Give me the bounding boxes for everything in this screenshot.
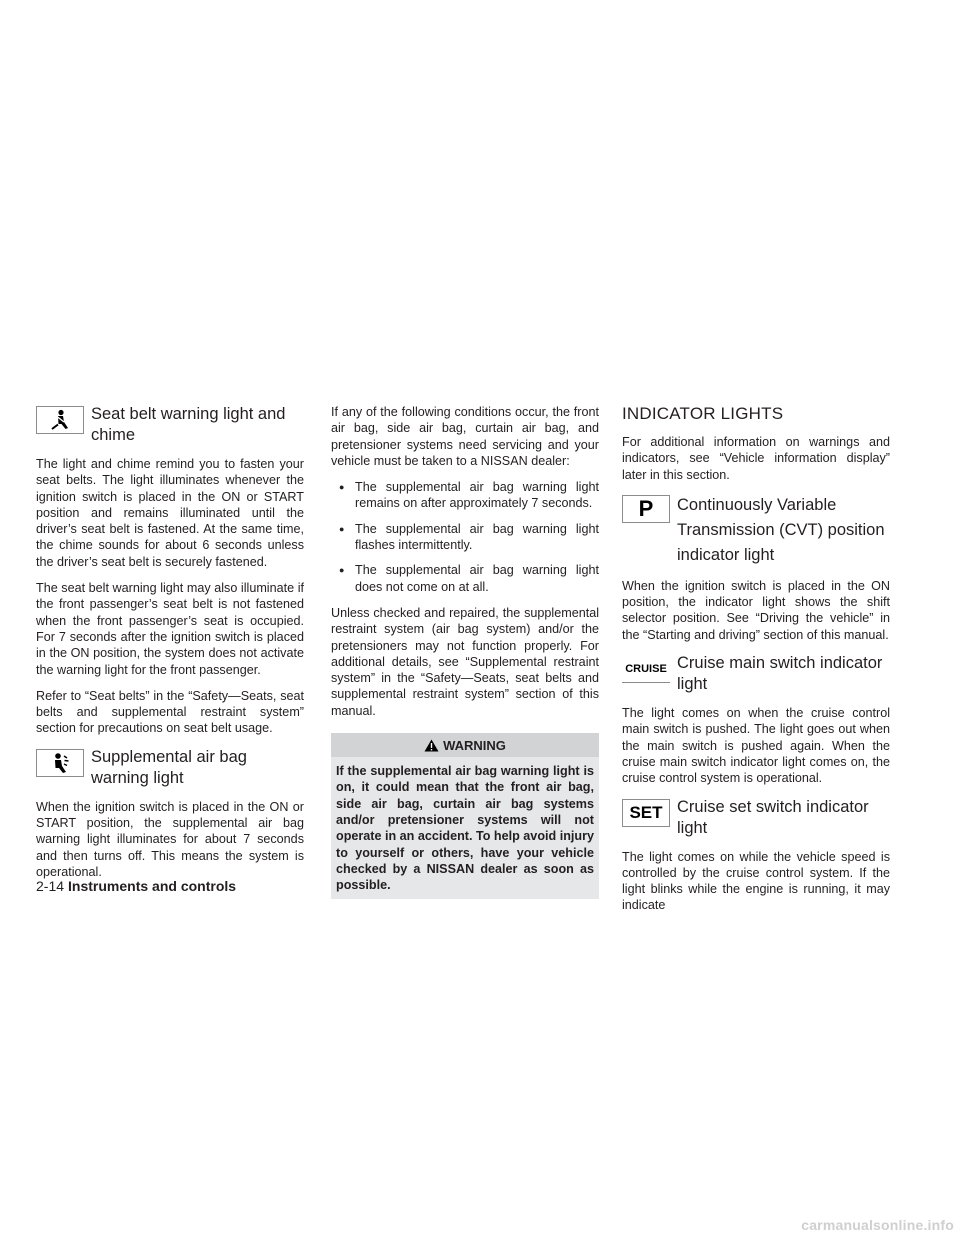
warning-triangle-icon — [424, 739, 439, 752]
cvt-icon-text: P — [638, 495, 654, 521]
list-item: ● The supplemental air bag warning light flashes intermittently. — [331, 521, 599, 554]
column-right — [622, 404, 890, 924]
seatbelt-warning-icon — [36, 406, 84, 434]
cvt-subhead — [622, 493, 890, 568]
cruise-paragraph: The light comes on when the cruise control main switch is pushed. The light goes out when the main switch is pushed again. When the cruise main switch indicator light comes on, the cruise control system is operational. — [622, 706, 890, 786]
set-paragraph: The light comes on while the vehicle speed is controlled by the cruise control system. If the light blinks while the engine is running, it may indicate — [622, 849, 890, 913]
list-item: ● The supplemental air bag warning light does not come on at all. — [331, 562, 599, 595]
cruise-icon-text: CRUISE — [625, 662, 667, 675]
cvt-paragraph: When the ignition switch is placed in the ON position, the indicator light shows the shift selector position. See “Driving the vehicle” in the “Starting and driving” section of this manual. — [622, 578, 890, 642]
cvt-title: Continuously Variable Transmission (CVT) position indicator light — [677, 495, 885, 564]
set-icon-text: SET — [629, 802, 663, 822]
watermark: carmanualsonline.info — [801, 1217, 954, 1233]
indicator-intro: For additional information on warnings and indicators, see “Vehicle information display” later in this section. — [622, 435, 890, 482]
page-footer — [36, 878, 236, 894]
conditions-intro: If any of the following conditions occur, the front air bag, side air bag, curtain air bag, and pretensioner systems need servicing and your vehicle must be taken to a NISSAN dealer: — [331, 405, 599, 468]
cruise-subhead — [622, 653, 890, 695]
airbag-title: Supplemental air bag warning light — [91, 747, 247, 787]
set-title: Cruise set switch indicator light — [677, 797, 869, 837]
warning-box — [331, 733, 599, 899]
column-middle — [331, 404, 599, 899]
airbag-paragraph-1: When the ignition switch is placed in the ON or START position, the supplemental air bag warning light illuminates for about 7 seconds and then turns off. This means the system is operational. — [36, 799, 304, 879]
cvt-position-icon — [622, 495, 670, 523]
airbag-subhead — [36, 747, 304, 789]
set-subhead — [622, 797, 890, 839]
seatbelt-title: Seat belt warning light and chime — [91, 405, 286, 444]
warning-header — [331, 733, 599, 757]
seatbelt-subhead — [36, 404, 304, 446]
column-left — [36, 404, 304, 890]
seatbelt-paragraph-1: The light and chime remind you to fasten your seat belts. The light illuminates whenever the ignition switch is placed in the ON or START position and remains illuminated until the driver’s seat belt is fastened. At the same time, the chime sounds for about 6 seconds unless the driver’s seat belt is securely fastened. — [36, 457, 304, 569]
conditions-list — [331, 479, 599, 595]
seatbelt-paragraph-2: The seat belt warning light may also illuminate if the front passenger’s seat belt is not fastened when the front passenger’s seat is occupied. For 7 seconds after the ignition switch is placed in the ON position, the system does not activate the warning light for the front passenger. — [36, 581, 304, 677]
section-title: INDICATOR LIGHTS — [622, 404, 784, 423]
cruise-title: Cruise main switch indicator light — [677, 654, 883, 694]
set-icon — [622, 799, 670, 827]
list-item: ● The supplemental air bag warning light remains on after approximately 7 seconds. — [331, 479, 599, 512]
cruise-icon — [622, 655, 670, 683]
footer-section-title: Instruments and controls — [68, 878, 237, 894]
seatbelt-paragraph-3: Refer to “Seat belts” in the “Safety—Seats, seat belts and supplemental restraint system” section for precautions on seat belt usage. — [36, 688, 304, 736]
warning-text: If the supplemental air bag warning light is on, it could mean that the front air bag, side air bag, curtain air bag systems and/or pretensioner systems will not operate in an accident. To help avoid injury to yourself or others, have your vehicle checked by a NISSAN dealer as soon as possible. — [336, 764, 594, 893]
page-number: 2-14 — [36, 878, 65, 894]
airbag-warning-icon — [36, 749, 84, 777]
repair-paragraph: Unless checked and repaired, the supplemental restraint system (air bag system) and/or the pretensioners may not function properly. For additional details, see “Supplemental restraint system” in the “Safety—Seats, seat belts and supplemental restraint system” section of this manual. — [331, 605, 599, 718]
warning-label: WARNING — [443, 738, 506, 754]
